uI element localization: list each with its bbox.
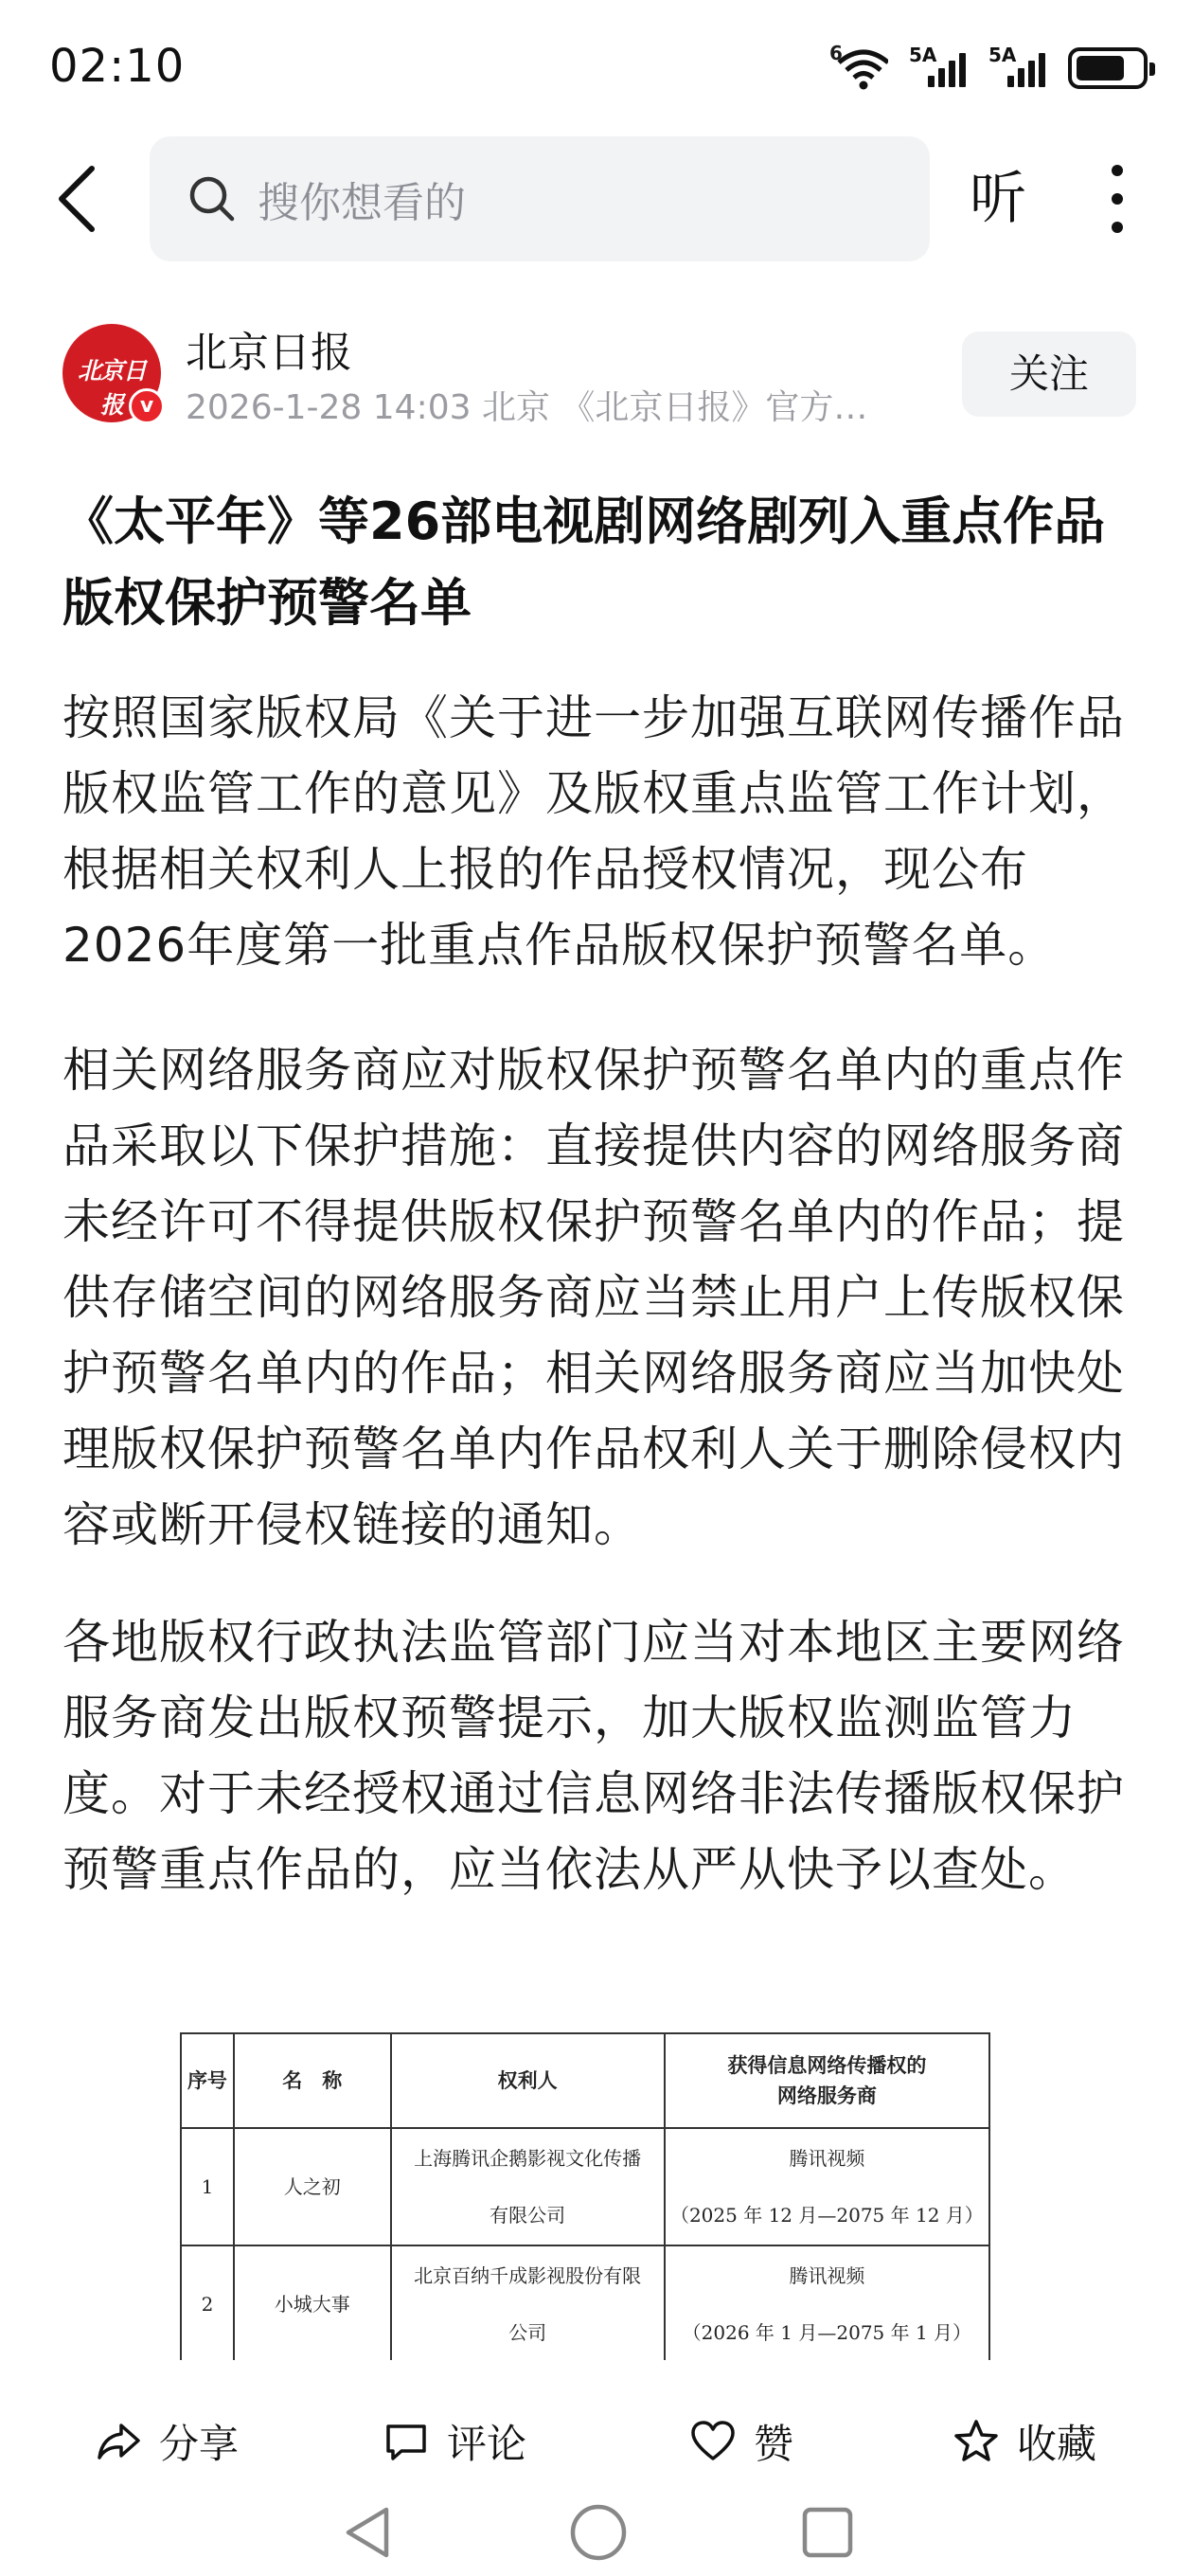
nav-recent-button[interactable]	[793, 2498, 862, 2567]
action-bar	[0, 2394, 1193, 2489]
comment-icon	[383, 2418, 430, 2465]
warning-list-table	[180, 2032, 990, 2360]
nav-home-button[interactable]	[564, 2498, 632, 2567]
status-time: 02:10	[49, 40, 186, 93]
heart-icon	[689, 2418, 737, 2465]
top-nav	[0, 133, 1193, 265]
avatar-logo: 北京日报	[77, 357, 146, 419]
cell-name: 小城大事	[234, 2245, 391, 2360]
table-row	[181, 2245, 989, 2360]
cell-owner	[391, 2128, 665, 2245]
status-icons	[829, 42, 1148, 95]
cell-owner	[391, 2245, 665, 2360]
author-row	[0, 313, 1193, 436]
warning-list-table-image[interactable]	[180, 2032, 990, 2360]
cell-provider-period: （2026 年 1 月—2075 年 1 月）	[682, 2321, 972, 2344]
cell-owner-line1: 北京百纳千成影视股份有限	[414, 2264, 642, 2287]
comment-button[interactable]	[383, 2411, 526, 2472]
back-arrow-icon	[56, 165, 98, 233]
avatar[interactable]	[62, 324, 161, 422]
status-bar	[0, 0, 1193, 133]
verified-badge: v	[129, 388, 165, 424]
header-index: 序号	[181, 2033, 234, 2128]
header-provider-line1: 获得信息网络传播权的	[727, 2053, 927, 2077]
search-placeholder: 搜你想看的	[258, 179, 466, 227]
battery-icon	[1068, 47, 1148, 89]
header-owner: 权利人	[391, 2033, 665, 2128]
sim2-label: 5A	[988, 44, 1017, 66]
collect-label: 收藏	[1017, 2421, 1097, 2467]
header-provider	[665, 2033, 989, 2128]
wifi-label: 6	[829, 42, 843, 64]
back-button[interactable]	[44, 161, 110, 237]
collect-button[interactable]	[953, 2411, 1096, 2472]
follow-button[interactable]: 关注	[962, 331, 1136, 417]
listen-button[interactable]: 听	[970, 166, 1026, 232]
nav-home-icon	[568, 2502, 629, 2563]
author-meta: 2026-1-28 14:03 北京 《北京日报》官方…	[186, 388, 868, 427]
system-nav-bar	[0, 2491, 1193, 2576]
signal-icon	[988, 45, 1047, 91]
cell-owner-line2: 公司	[508, 2321, 547, 2344]
comment-label: 评论	[447, 2421, 527, 2467]
article-title: 《太平年》等26部电视剧网络剧列入重点作品版权保护预警名单	[62, 492, 1106, 633]
author-name[interactable]: 北京日报	[186, 329, 352, 377]
more-vertical-icon[interactable]	[1098, 159, 1136, 239]
cell-index: 2	[181, 2245, 234, 2360]
cell-owner-line2: 有限公司	[490, 2204, 566, 2227]
cell-provider-period: （2025 年 12 月—2075 年 12 月）	[669, 2204, 984, 2227]
nav-back-icon	[341, 2504, 394, 2561]
like-label: 赞	[754, 2421, 794, 2467]
share-button[interactable]	[95, 2411, 239, 2472]
star-icon	[953, 2418, 1000, 2465]
cell-provider	[665, 2128, 989, 2245]
header-name: 名 称	[234, 2033, 391, 2128]
table-header-row	[181, 2033, 989, 2128]
cell-provider-name: 腾讯视频	[789, 2264, 865, 2287]
search-input[interactable]	[150, 136, 930, 261]
cell-owner-line1: 上海腾讯企鹅影视文化传播	[414, 2147, 642, 2170]
share-icon	[95, 2418, 142, 2465]
sim1-label: 5A	[909, 44, 937, 66]
signal-icon	[909, 45, 968, 91]
wifi-icon	[829, 42, 888, 91]
nav-recent-icon	[799, 2504, 856, 2561]
table-row	[181, 2128, 989, 2245]
search-icon	[187, 174, 237, 224]
cell-provider	[665, 2245, 989, 2360]
header-provider-line2: 网络服务商	[776, 2084, 877, 2107]
cell-index: 1	[181, 2128, 234, 2245]
like-button[interactable]	[689, 2411, 793, 2472]
article-paragraph: 按照国家版权局《关于进一步加强互联网传播作品版权监管工作的意见》及版权重点监管工作计划，根据相关权利人上报的作品授权情况，现公布2026年度第一批重点作品版权保护预警名单。	[62, 690, 1125, 973]
article-paragraph: 相关网络服务商应对版权保护预警名单内的重点作品采取以下保护措施：直接提供内容的网络服务商未经许可不得提供版权保护预警名单内的作品；提供存储空间的网络服务商应当禁止用户上传版权保护预警名单内的作品；相关网络服务商应当加快处理版权保护预警名单内作品权利人关于删除侵权内容或断开侵权链接的通知。	[62, 1043, 1125, 1552]
cell-provider-name: 腾讯视频	[789, 2147, 865, 2170]
article-paragraph: 各地版权行政执法监管部门应当对本地区主要网络服务商发出版权预警提示，加大版权监测监管力度。对于未经授权通过信息网络非法传播版权保护预警重点作品的，应当依法从严从快予以查处。	[62, 1615, 1125, 1897]
nav-back-button[interactable]	[333, 2498, 401, 2567]
cell-name: 人之初	[234, 2128, 391, 2245]
share-label: 分享	[159, 2421, 240, 2467]
